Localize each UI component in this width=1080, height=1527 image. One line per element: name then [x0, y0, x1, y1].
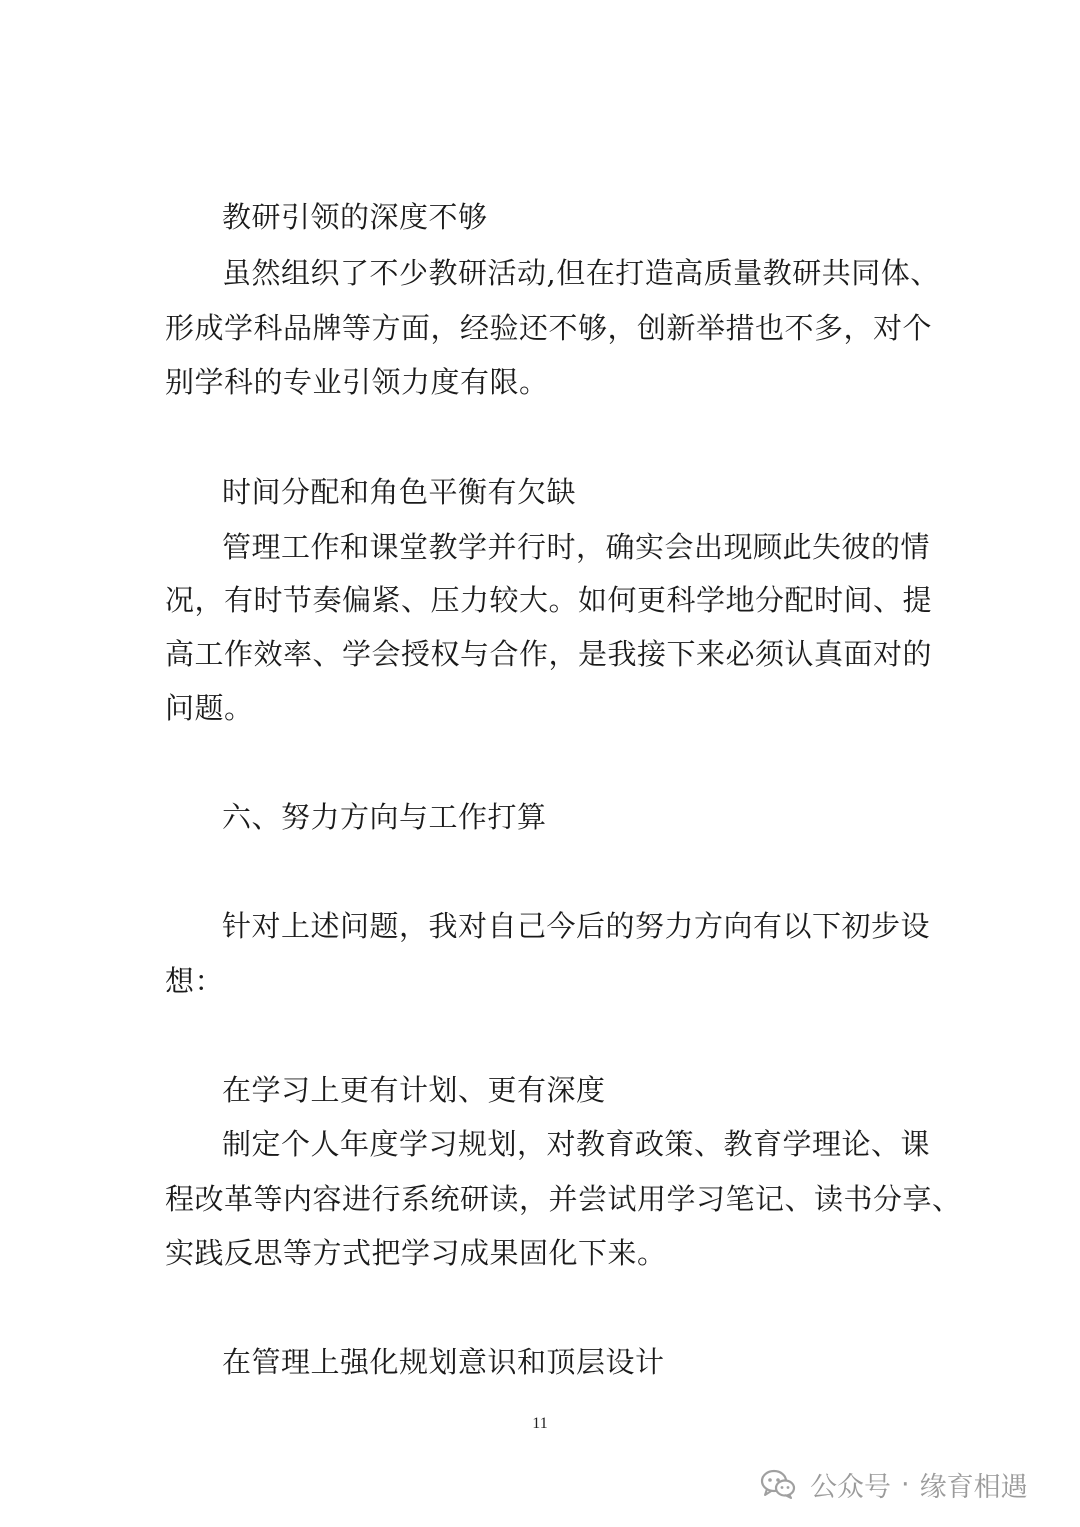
watermark-separator: ·	[901, 1468, 910, 1500]
wechat-watermark	[760, 1462, 1028, 1506]
section-heading: 教研引领的深度不够	[222, 200, 488, 234]
paragraph-line: 况，有时节奏偏紧、压力较大。如何更科学地分配时间、提	[165, 583, 933, 617]
paragraph-line: 虽然组织了不少教研活动,但在打造高质量教研共同体、	[222, 256, 940, 290]
section-heading: 在学习上更有计划、更有深度	[222, 1073, 606, 1107]
paragraph-line: 实践反思等方式把学习成果固化下来。	[165, 1236, 667, 1270]
paragraph-line: 想：	[165, 964, 225, 998]
paragraph-line: 高工作效率、学会授权与合作，是我接下来必须认真面对的	[165, 637, 933, 671]
paragraph-line: 程改革等内容进行系统研读，并尝试用学习笔记、读书分享、	[165, 1182, 962, 1216]
paragraph-line: 针对上述问题，我对自己今后的努力方向有以下初步设	[222, 909, 931, 943]
paragraph-line: 制定个人年度学习规划，对教育政策、教育学理论、课	[222, 1127, 931, 1161]
section-heading: 在管理上强化规划意识和顶层设计	[222, 1345, 665, 1379]
wechat-icon	[760, 1469, 796, 1499]
watermark-platform: 公众号	[810, 1471, 891, 1503]
paragraph-line: 问题。	[165, 691, 254, 725]
section-heading: 时间分配和角色平衡有欠缺	[222, 475, 577, 509]
chapter-heading: 六、努力方向与工作打算	[222, 800, 547, 834]
paragraph-line: 管理工作和课堂教学并行时，确实会出现顾此失彼的情	[222, 530, 931, 564]
watermark-account: 缘育相遇	[919, 1471, 1028, 1503]
page-number: 11	[532, 1415, 548, 1432]
paragraph-line: 形成学科品牌等方面，经验还不够，创新举措也不多，对个	[165, 311, 933, 345]
paragraph-line: 别学科的专业引领力度有限。	[165, 365, 549, 399]
